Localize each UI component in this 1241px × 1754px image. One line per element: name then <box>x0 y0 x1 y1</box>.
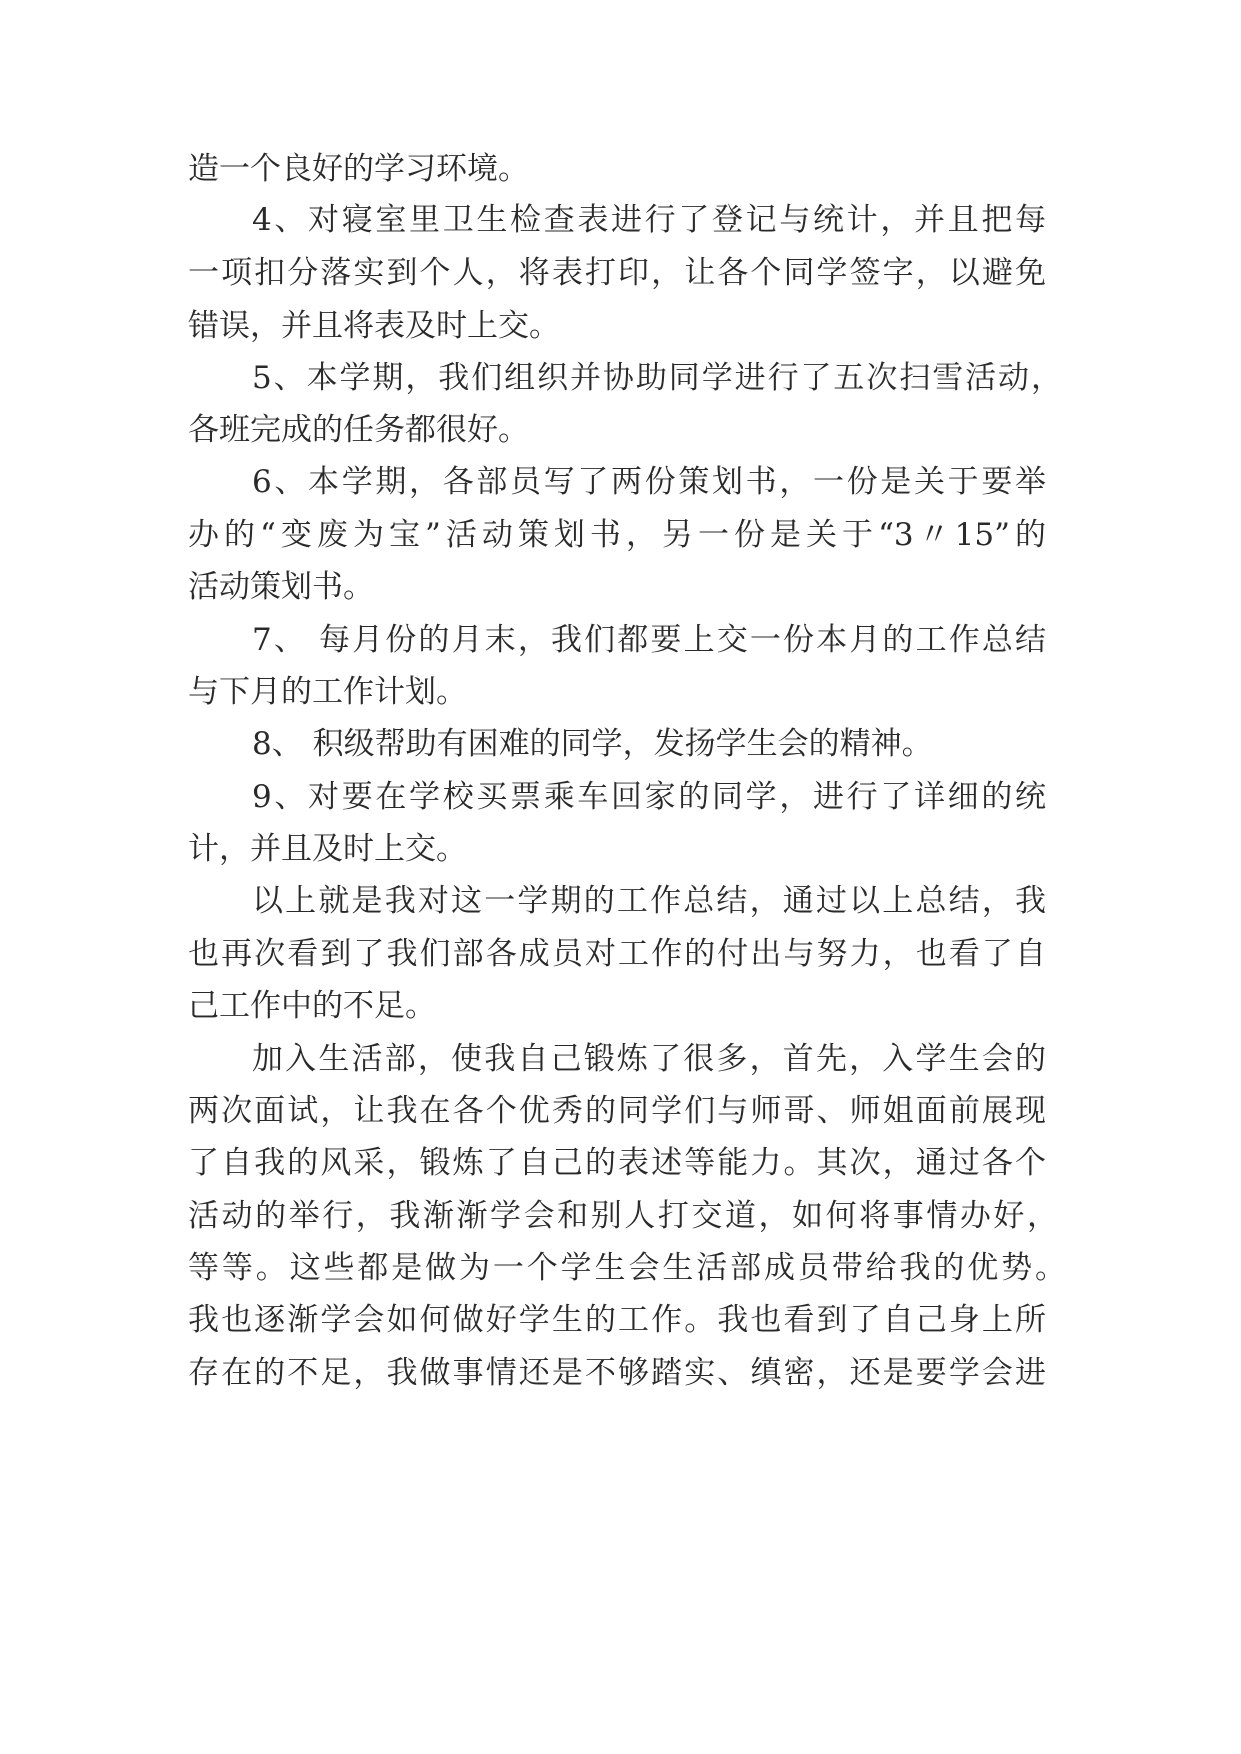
text-line: 活动策划书。 <box>188 569 374 605</box>
text-line: 了自我的风采，锻炼了自己的表述等能力。其次，通过各个 <box>188 1145 1046 1181</box>
text-line: 以上就是我对这一学期的工作总结，通过以上总结，我 <box>252 883 1046 919</box>
text-line: 9、对要在学校买票乘车回家的同学，进行了详细的统 <box>252 779 1046 815</box>
text-line: 我也逐渐学会如何做好学生的工作。我也看到了自己身上所 <box>188 1302 1046 1338</box>
text-line: 等等。这些都是做为一个学生会生活部成员带给我的优势。 <box>188 1250 1066 1286</box>
text-line: 两次面试，让我在各个优秀的同学们与师哥、师姐面前展现 <box>188 1093 1046 1129</box>
text-line: 也再次看到了我们部各成员对工作的付出与努力，也看了自 <box>188 936 1046 972</box>
text-line: 错误，并且将表及时上交。 <box>188 308 560 344</box>
text-line: 7、 每月份的月末，我们都要上交一份本月的工作总结 <box>252 622 1046 658</box>
text-line: 加入生活部，使我自己锻炼了很多，首先，入学生会的 <box>252 1041 1046 1077</box>
text-line: 办的“变废为宝”活动策划书，另一份是关于“3〃15”的 <box>188 517 1046 553</box>
text-line: 存在的不足，我做事情还是不够踏实、缜密，还是要学会进 <box>188 1355 1046 1391</box>
text-line: 活动的举行，我渐渐学会和别人打交道，如何将事情办好， <box>188 1198 1058 1234</box>
text-line: 8、 积级帮助有困难的同学，发扬学生会的精神。 <box>252 726 933 762</box>
text-line: 一项扣分落实到个人，将表打印，让各个同学签字，以避免 <box>188 255 1046 291</box>
text-line: 各班完成的任务都很好。 <box>188 412 529 448</box>
text-line: 己工作中的不足。 <box>188 988 436 1024</box>
text-line: 造一个良好的学习环境。 <box>188 151 529 187</box>
text-line: 与下月的工作计划。 <box>188 674 467 710</box>
text-line: 5、本学期，我们组织并协助同学进行了五次扫雪活动， <box>252 360 1062 396</box>
text-line: 6、本学期，各部员写了两份策划书，一份是关于要举 <box>252 464 1046 500</box>
text-line: 计，并且及时上交。 <box>188 831 467 867</box>
text-line: 4、对寝室里卫生检查表进行了登记与统计，并且把每 <box>252 202 1046 238</box>
